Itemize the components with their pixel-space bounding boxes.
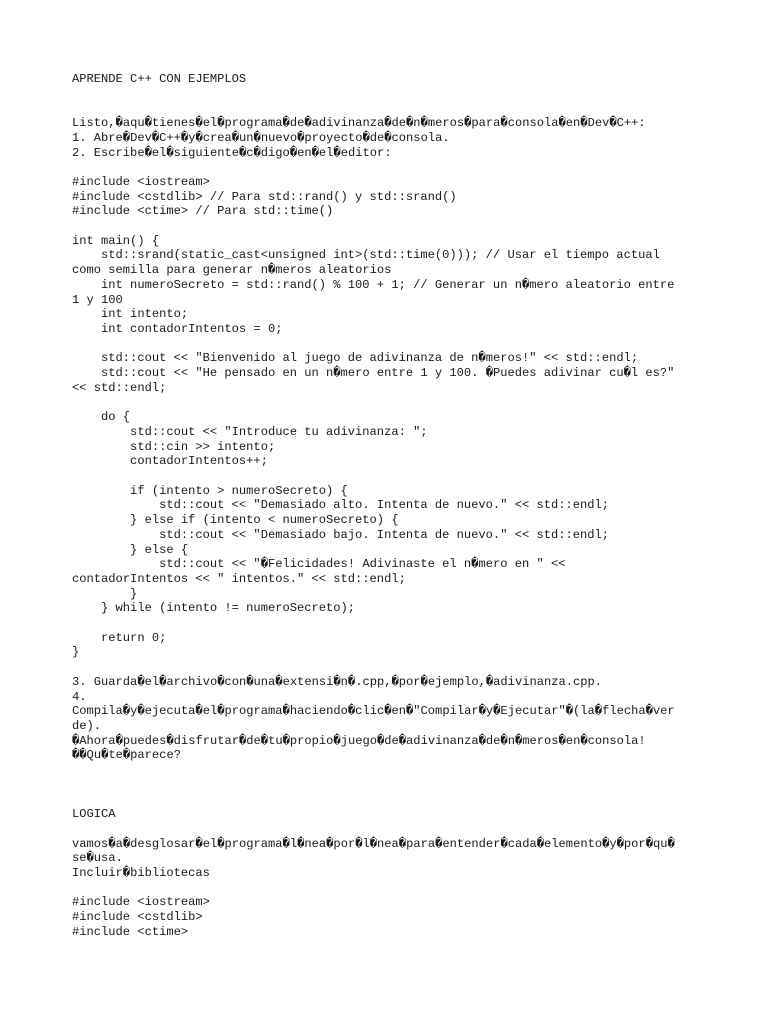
text-line: como semilla para generar n�meros aleatorios	[72, 263, 392, 278]
text-line: #include <cstdlib>	[72, 910, 203, 925]
text-line: std::cout << "Demasiado alto. Intenta de nuevo." << std::endl;	[72, 498, 610, 513]
text-line: int contadorIntentos = 0;	[72, 321, 283, 336]
text-line: int main() {	[72, 233, 160, 248]
text-line: 1 y 100	[72, 292, 123, 307]
text-line: �Ahora�puedes�disfrutar�de�tu�propio�juego�de�adivinanza�de�n�meros�en�consola!	[72, 733, 646, 748]
text-line: }	[72, 586, 138, 601]
text-line: std::cin >> intento;	[72, 439, 276, 454]
text-line: se�usa.	[72, 851, 123, 866]
text-line: std::cout << "Bienvenido al juego de adivinanza de n�meros!" << std::endl;	[72, 351, 639, 366]
text-line: std::srand(static_cast<unsigned int>(std::time(0))); // Usar el tiempo actual	[72, 248, 660, 263]
text-line: 4.	[72, 689, 87, 704]
text-line: 1. Abre�Dev�C++�y�crea�un�nuevo�proyecto�de�consola.	[72, 130, 450, 145]
text-line: std::cout << "He pensado en un n�mero entre 1 y 100. �Puedes adivinar cu�l es?"	[72, 366, 675, 381]
text-line: 3. Guarda�el�archivo�con�una�extensi�n�.cpp,�por�ejemplo,�adivinanza.cpp.	[72, 674, 603, 689]
text-line: de).	[72, 718, 102, 733]
text-line: contadorIntentos << " intentos." << std::endl;	[72, 571, 406, 586]
text-line: ��Qu�te�parece?	[72, 748, 181, 763]
text-line: do {	[72, 410, 131, 425]
text-line: contadorIntentos++;	[72, 454, 268, 469]
text-line: Listo,�aqu�tienes�el�programa�de�adivinanza�de�n�meros�para�consola�en�Dev�C++:	[72, 116, 646, 131]
text-line: std::cout << "Introduce tu adivinanza: ";	[72, 424, 428, 439]
text-line: int numeroSecreto = std::rand() % 100 + 1; // Generar un n�mero aleatorio entre	[72, 277, 675, 292]
text-line: #include <ctime>	[72, 924, 189, 939]
text-line: return 0;	[72, 630, 167, 645]
text-line: } while (intento != numeroSecreto);	[72, 601, 356, 616]
text-line: #include <cstdlib> // Para std::rand() y std::srand()	[72, 189, 457, 204]
text-line: } else {	[72, 542, 189, 557]
text-line: Compila�y�ejecuta�el�programa�haciendo�clic�en�"Compilar�y�Ejecutar"�(la�flecha�ver	[72, 704, 675, 719]
text-line: #include <iostream>	[72, 174, 210, 189]
text-line: } else if (intento < numeroSecreto) {	[72, 513, 399, 528]
document-page	[72, 72, 698, 939]
text-line: if (intento > numeroSecreto) {	[72, 483, 348, 498]
text-line: 2. Escribe�el�siguiente�c�digo�en�el�editor:	[72, 145, 392, 160]
text-line: }	[72, 645, 80, 660]
text-line: std::cout << "�Felicidades! Adivinaste el n�mero en " <<	[72, 557, 566, 572]
text-line: LOGICA	[72, 807, 116, 822]
text-line: APRENDE C++ CON EJEMPLOS	[72, 72, 247, 86]
text-line: Incluir�bibliotecas	[72, 865, 210, 880]
text-line: std::cout << "Demasiado bajo. Intenta de nuevo." << std::endl;	[72, 527, 610, 542]
text-line: << std::endl;	[72, 380, 167, 395]
text-line: int intento;	[72, 307, 189, 322]
document-text	[72, 72, 698, 939]
text-line: #include <ctime> // Para std::time()	[72, 204, 334, 219]
text-line: #include <iostream>	[72, 895, 210, 910]
text-line: vamos�a�desglosar�el�programa�l�nea�por�l�nea�para�entender�cada�elemento�y�por�qu�	[72, 836, 675, 851]
